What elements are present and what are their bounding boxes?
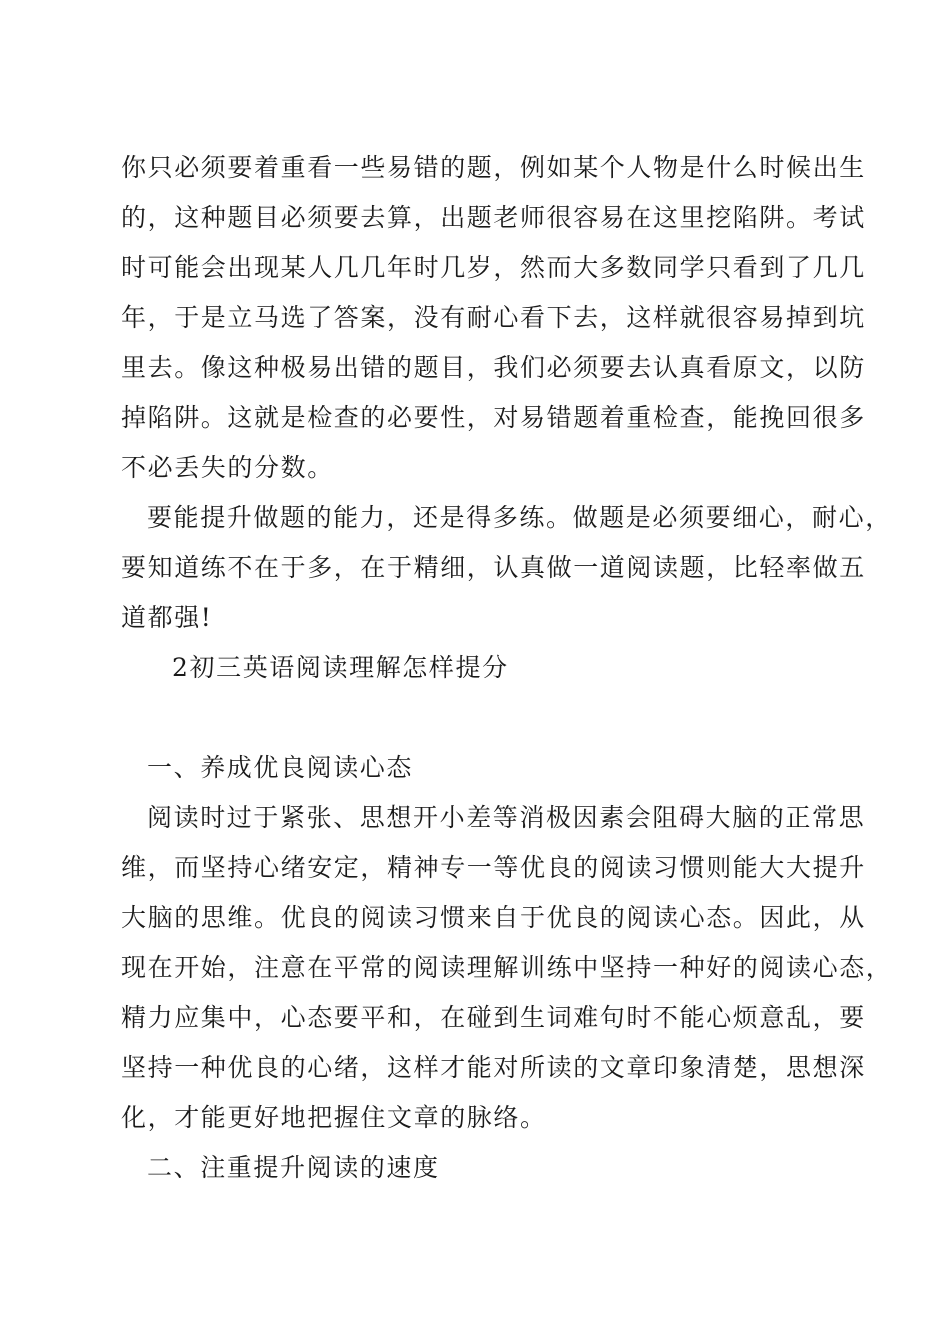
paragraph-line: 维，而坚持心绪安定，精神专一等优良的阅读习惯则能大大提升 [121,853,866,882]
paragraph-line: 里去。像这种极易出错的题目，我们必须要去认真看原文，以防 [121,353,866,382]
paragraph-line: 的，这种题目必须要去算，出题老师很容易在这里挖陷阱。考试 [121,203,866,232]
paragraph-line: 精力应集中，心态要平和，在碰到生词难句时不能心烦意乱，要 [121,1003,866,1032]
paragraph-line: 掉陷阱。这就是检查的必要性，对易错题着重检查，能挽回很多 [121,403,866,432]
paragraph-line: 要能提升做题的能力，还是得多练。做题是必须要细心，耐心， [147,503,892,532]
paragraph-line: 阅读时过于紧张、思想开小差等消极因素会阻碍大脑的正常思 [147,803,866,832]
paragraph-line: 时可能会出现某人几几年时几岁，然而大多数同学只看到了几几 [121,253,866,282]
paragraph-line: 不必丢失的分数。 [121,453,334,482]
subheading: 二、注重提升阅读的速度 [147,1153,440,1182]
paragraph-line: 你只必须要着重看一些易错的题，例如某个人物是什么时候出生 [121,153,866,182]
paragraph-line: 要知道练不在于多，在于精细，认真做一道阅读题，比轻率做五 [121,553,866,582]
paragraph-line: 年，于是立马选了答案，没有耐心看下去，这样就很容易掉到坑 [121,303,866,332]
paragraph-line: 坚持一种优良的心绪，这样才能对所读的文章印象清楚，思想深 [121,1053,866,1082]
paragraph-line: 现在开始，注意在平常的阅读理解训练中坚持一种好的阅读心态， [121,953,893,982]
subheading: 一、养成优良阅读心态 [147,753,414,782]
section-heading: 2初三英语阅读理解怎样提分 [172,653,509,682]
paragraph-line: 大脑的思维。优良的阅读习惯来自于优良的阅读心态。因此，从 [121,903,866,932]
paragraph-line: 道都强! [121,603,213,632]
paragraph-line: 化，才能更好地把握住文章的脉络。 [121,1103,547,1132]
